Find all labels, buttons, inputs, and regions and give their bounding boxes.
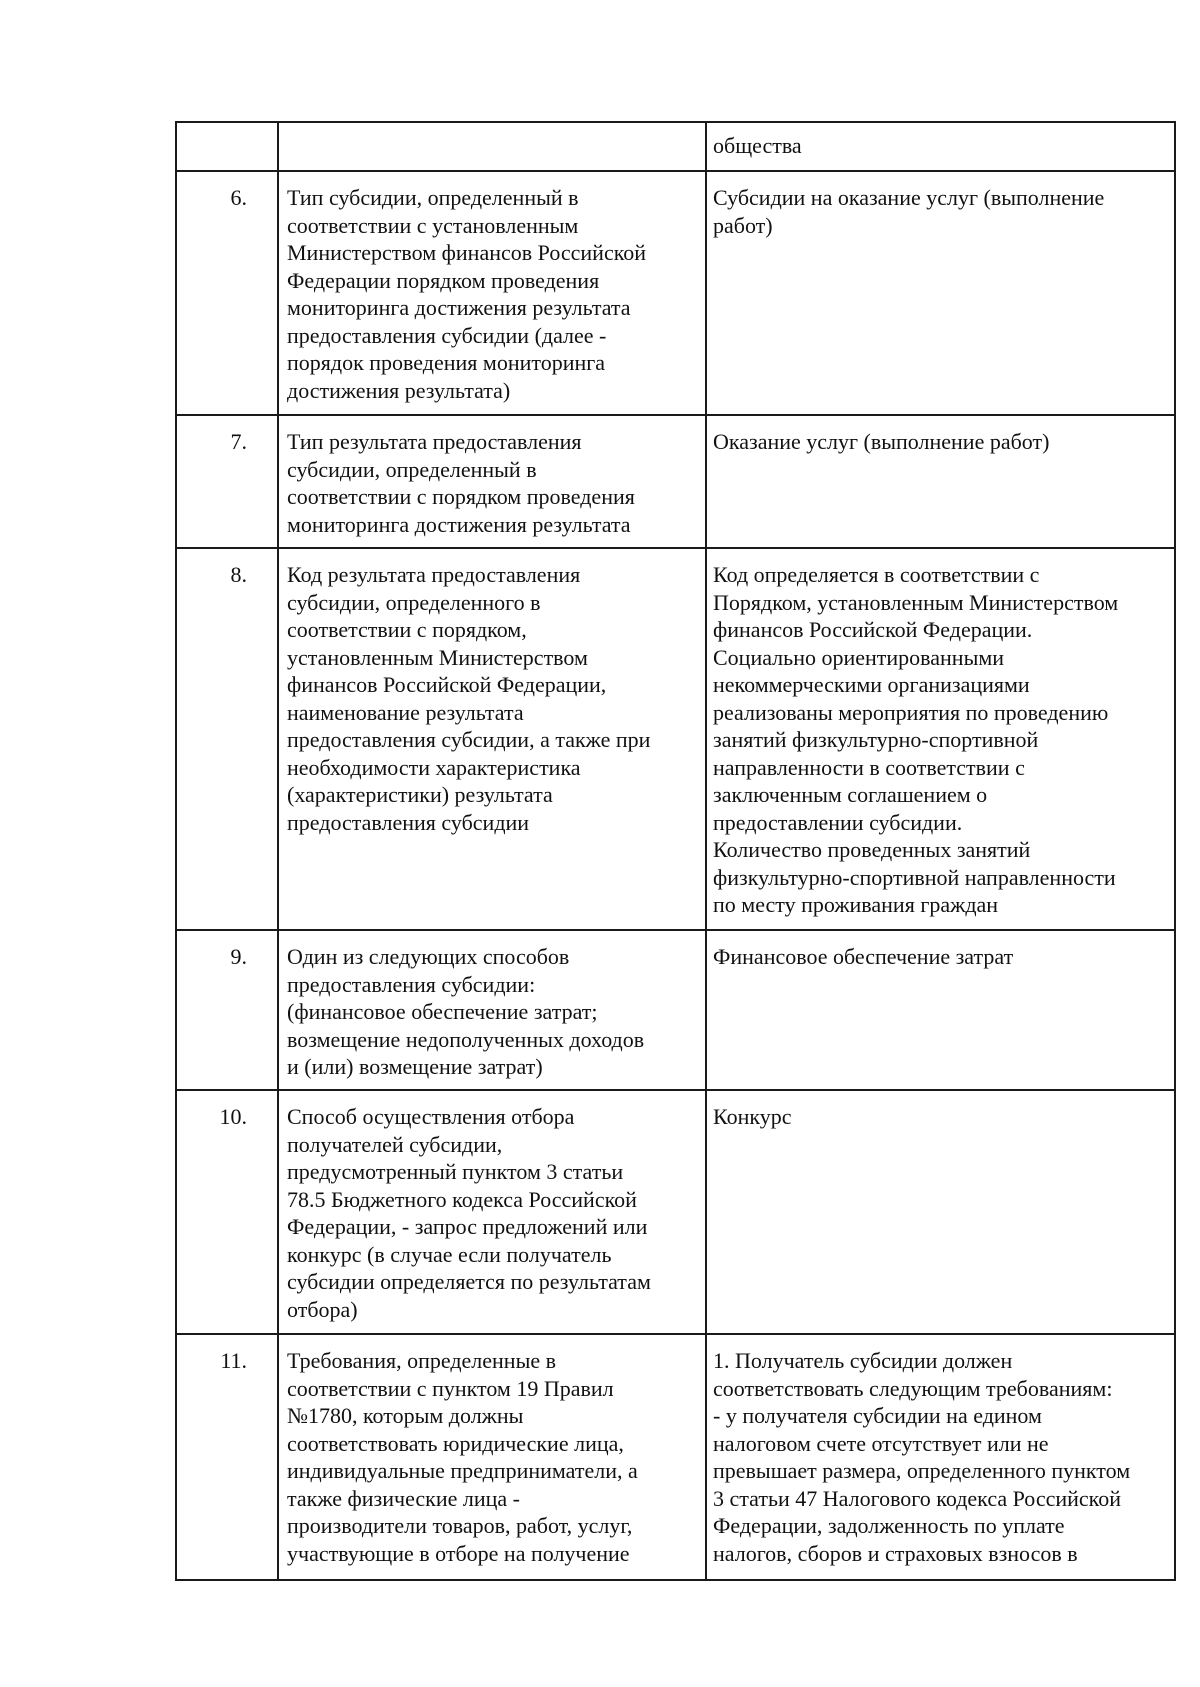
description-cell (278, 1334, 706, 1580)
row-number: 7. (230, 429, 247, 454)
value-text: Оказание услуг (выполнение работ) (713, 429, 1050, 454)
description-text: Способ осуществления отбора получателей субсидии, предусмотренный пунктом 3 статьи 78.5 Бюджетного кодекса Российской Федерации, - запрос предложений или конкурс (в случае если получатель субсидии определяется по результатам отбора) (287, 1104, 651, 1322)
row-number-cell (176, 122, 278, 171)
value-cell (706, 415, 1175, 548)
row-number-cell (176, 1090, 278, 1334)
description-cell (278, 122, 706, 171)
description-cell (278, 548, 706, 930)
value-cell (706, 122, 1175, 171)
description-text: Один из следующих способов предоставления субсидии: (финансовое обеспечение затрат; возмещение недополученных доходов и (или) возмещение затрат) (287, 944, 645, 1079)
row-number-cell (176, 171, 278, 415)
value-cell (706, 1090, 1175, 1334)
table-row (176, 930, 1175, 1090)
description-cell (278, 171, 706, 415)
row-number: 6. (230, 185, 247, 210)
row-number: 9. (230, 944, 247, 969)
table-row (176, 1090, 1175, 1334)
value-text: Конкурс (713, 1104, 792, 1129)
description-text (287, 123, 699, 135)
value-text: Код определяется в соответствии с Порядком, установленным Министерством финансов Российской Федерации. Социально ориентированными некоммерческими организациями реализованы мероприятия по проведению занятий физкультурно-спортивной направленности в соответствии с заключенным соглашением о предоставлении субсидии. Количество проведенных занятий физкультурно-спортивной направленности по месту проживания граждан (713, 562, 1119, 917)
description-text: Код результата предоставления субсидии, определенного в соответствии с порядком, установленным Министерством финансов Российской Федерации, наименование результата предоставления субсидии, а также при необходимости характеристика (характеристики) результата предоставления субсидии (287, 562, 651, 835)
description-text: Тип субсидии, определенный в соответствии с установленным Министерством финансов Российской Федерации порядком проведения мониторинга достижения результата предоставления субсидии (далее - порядок проведения мониторинга достижения результата) (287, 185, 647, 403)
value-cell (706, 548, 1175, 930)
description-text: Тип результата предоставления субсидии, определенный в соответствии с порядком проведения мониторинга достижения результата (287, 429, 635, 537)
table-row (176, 1334, 1175, 1580)
value-text: 1. Получатель субсидии должен соответствовать следующим требованиям: - у получателя субсидии на едином налоговом счете отсутствует или не превышает размера, определенного пунктом 3 статьи 47 Налогового кодекса Российской Федерации, задолженность по уплате налогов, сборов и страховых взносов в (713, 1348, 1131, 1566)
description-text: Требования, определенные в соответствии с пунктом 19 Правил №1780, которым должны соответствовать юридические лица, индивидуальные предприниматели, а также физические лица - производители товаров, работ, услуг, участвующие в отборе на получение (287, 1348, 638, 1566)
row-number-cell (176, 930, 278, 1090)
value-text: Субсидии на оказание услуг (выполнение работ) (713, 185, 1105, 238)
table-row (176, 171, 1175, 415)
row-number: 11. (220, 1348, 247, 1373)
description-cell (278, 1090, 706, 1334)
table-row (176, 415, 1175, 548)
row-number-cell (176, 415, 278, 548)
row-number-cell (176, 1334, 278, 1580)
row-number: 8. (230, 562, 247, 587)
value-cell (706, 1334, 1175, 1580)
row-number-cell (176, 548, 278, 930)
value-text: Финансовое обеспечение затрат (713, 944, 1014, 969)
row-number (177, 123, 261, 135)
table-row (176, 122, 1175, 171)
table-row (176, 548, 1175, 930)
description-cell (278, 415, 706, 548)
row-number: 10. (219, 1104, 247, 1129)
description-cell (278, 930, 706, 1090)
document-table (175, 121, 1176, 1581)
value-cell (706, 930, 1175, 1090)
value-text: общества (713, 133, 802, 158)
value-cell (706, 171, 1175, 415)
